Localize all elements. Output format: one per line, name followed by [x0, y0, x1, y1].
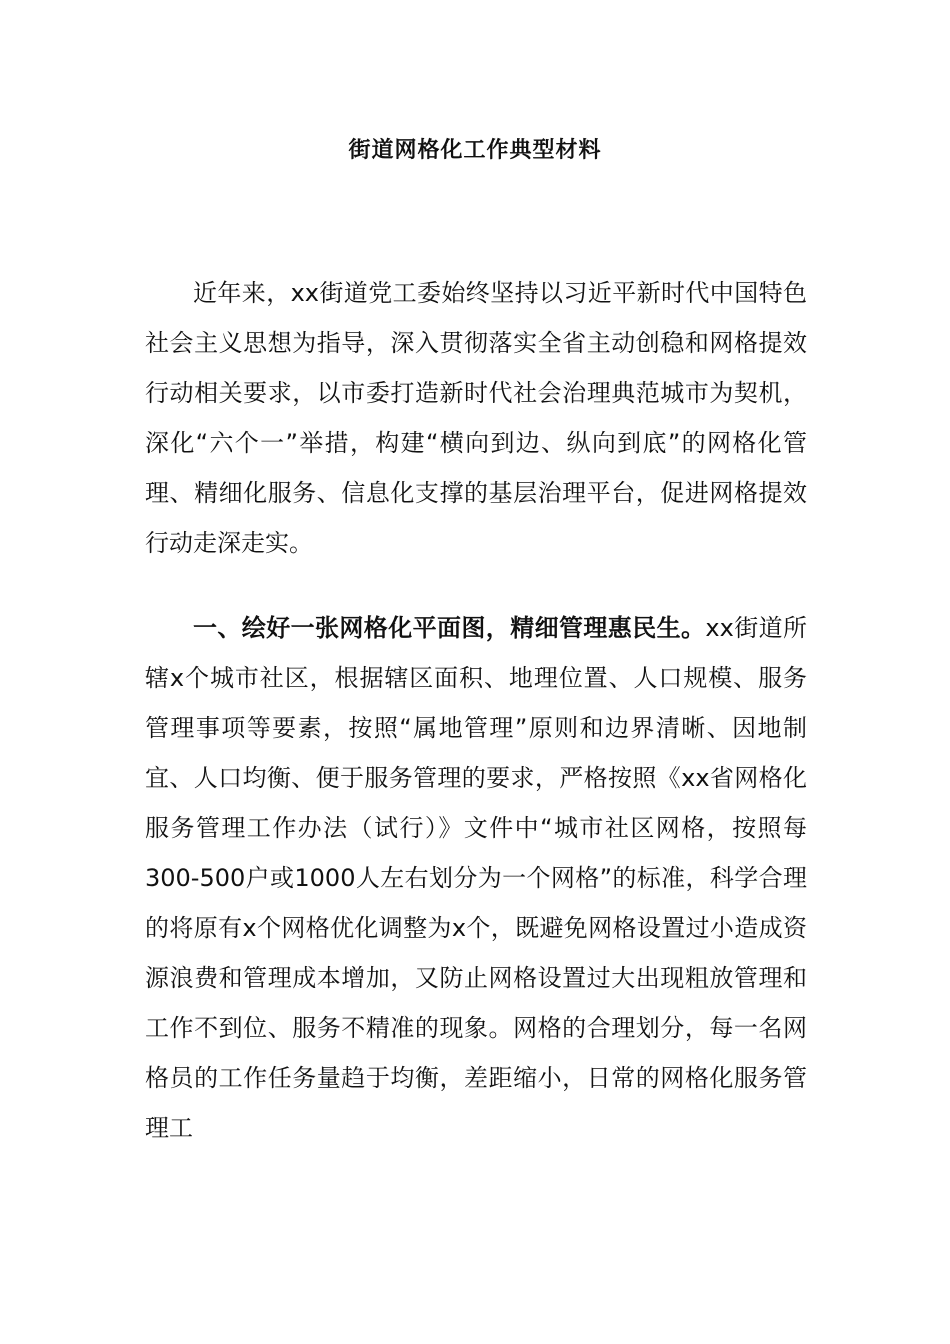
paragraph-intro-text: 近年来，xx街道党工委始终坚持以习近平新时代中国特色社会主义思想为指导，深入贯彻落实全省主动创稳和网格提效行动相关要求，以市委打造新时代社会治理典范城市为契机，深化“六个一”举措，构建“横向到边、纵向到底”的网格化管理、精细化服务、信息化支撑的基层治理平台，促进网格提效行动走深走实。	[145, 279, 807, 557]
section-one-text: xx街道所辖x个城市社区，根据辖区面积、地理位置、人口规模、服务管理事项等要素，按照“属地管理”原则和边界清晰、因地制宜、人口均衡、便于服务管理的要求，严格按照《xx省网格化服务管理工作办法（试行）》文件中“城市社区网格，按照每300-500户或1000人左右划分为一个网格”的标准，科学合理的将原有x个网格优化调整为x个，既避免网格设置过小造成资源浪费和管理成本增加，又防止网格设置过大出现粗放管理和工作不到位、服务不精准的现象。网格的合理划分，每一名网格员的工作任务量趋于均衡，差距缩小，日常的网格化服务管理工	[145, 614, 808, 1142]
document-title: 街道网格化工作典型材料	[348, 138, 602, 163]
paragraph-section-one	[145, 603, 807, 1153]
section-one-heading: 一、绘好一张网格化平面图，精细管理惠民生。	[193, 614, 706, 642]
document-body	[145, 268, 807, 1153]
paragraph-intro	[145, 268, 807, 568]
